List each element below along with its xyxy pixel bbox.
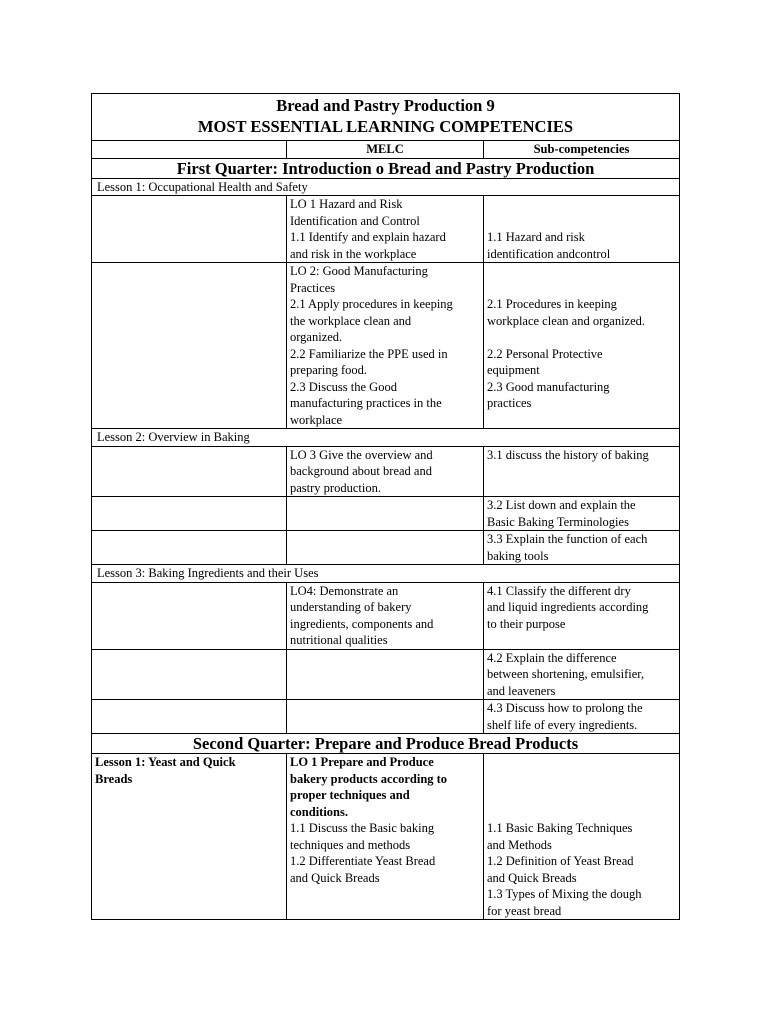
quarter-row-1 [92,158,680,178]
lesson-title-q1-l2: Lesson 2: Overview in Baking [92,429,680,447]
lesson-row [92,178,680,196]
lesson-row [92,429,680,447]
quarter-row-2 [92,734,680,754]
quarter-title-2: Second Quarter: Prepare and Produce Bread Products [92,734,680,754]
melc-text: conditions. [290,804,349,819]
melc-text: workplace [290,412,343,427]
spacer [487,804,676,821]
sub-text: 4.1 Classify the different dry [487,583,631,598]
sub-text: 4.3 Discuss how to prolong the [487,701,643,715]
melc-text: bakery products according to [290,771,448,786]
empty-cell [92,649,287,700]
sub-cell [484,497,680,531]
title-row [92,94,680,141]
melc-text: 2.2 Familiarize the PPE used in [290,346,448,361]
column-header-sub: Sub-competencies [484,141,680,159]
empty-cell [92,531,287,565]
table-row [92,497,680,531]
sub-cell [484,649,680,700]
sub-cell [484,754,680,920]
melc-text: preparing food. [290,363,368,377]
melc-text: LO 2: Good Manufacturing [290,264,428,278]
sub-text: identification andcontrol [487,246,611,261]
sub-text: 1.3 Types of Mixing the dough [487,887,642,901]
melc-cell [287,754,484,920]
melc-text: 2.3 Discuss the Good [290,379,397,394]
melc-text: the workplace clean and [290,313,412,328]
melc-text: 2.1 Apply procedures in keeping [290,297,453,311]
sub-text: 3.1 discuss the history of baking [487,447,649,462]
melc-table [91,93,680,920]
sub-text: Basic Baking Terminologies [487,514,629,529]
table-row [92,196,680,263]
spacer [487,263,676,280]
column-header-row [92,141,680,159]
melc-text: understanding of bakery [290,600,412,614]
document-title [92,94,680,141]
sub-text: between shortening, emulsifier, [487,667,645,681]
spacer [487,213,676,230]
empty-cell [92,196,287,263]
sub-text: and Quick Breads [487,870,577,885]
melc-text: 1.2 Differentiate Yeast Bread [290,854,436,868]
melc-text: and risk in the workplace [290,246,417,261]
sub-cell [484,582,680,649]
sub-text: 2.2 Personal Protective [487,346,603,361]
lesson-title-text: Lesson 1: Yeast and Quick [95,755,236,769]
sub-text: practices [487,396,532,410]
empty-cell [92,700,287,734]
sub-text: 4.2 Explain the difference [487,650,617,665]
sub-text: baking tools [487,548,549,563]
table-row [92,531,680,565]
sub-text: and liquid ingredients according [487,600,649,614]
table-row [92,582,680,649]
melc-text: nutritional qualities [290,633,388,647]
sub-text: for yeast bread [487,903,562,918]
sub-text: 2.1 Procedures in keeping [487,297,617,311]
column-header-blank [92,141,287,159]
melc-cell [287,446,484,497]
melc-text: manufacturing practices in the [290,396,442,410]
sub-text: 2.3 Good manufacturing [487,379,610,394]
sub-cell [484,196,680,263]
sub-text: 3.2 List down and explain the [487,498,636,512]
empty-cell [92,582,287,649]
table-row [92,649,680,700]
empty-cell [92,263,287,429]
sub-text: 1.1 Hazard and risk [487,230,585,244]
sub-cell [484,700,680,734]
lesson-row [92,565,680,583]
spacer [487,771,676,788]
title-line-2: MOST ESSENTIAL LEARNING COMPETENCIES [197,117,574,136]
melc-text: pastry production. [290,480,381,495]
sub-cell [484,531,680,565]
melc-text: background about bread and [290,464,432,478]
melc-cell [287,196,484,263]
melc-text: 1.1 Identify and explain hazard [290,230,446,244]
spacer [487,196,676,213]
sub-text: 1.1 Basic Baking Techniques [487,821,633,835]
melc-cell [287,582,484,649]
melc-cell [287,263,484,429]
sub-text: 1.2 Definition of Yeast Bread [487,854,634,868]
lesson-title-q1-l3: Lesson 3: Baking Ingredients and their Uses [92,565,680,583]
spacer [487,754,676,771]
empty-cell [287,700,484,734]
melc-text: proper techniques and [290,788,410,802]
melc-text: LO 3 Give the overview and [290,447,433,462]
empty-cell [287,649,484,700]
melc-text: and Quick Breads [290,870,380,885]
melc-text: Practices [290,280,336,295]
melc-text: LO 1 Prepare and Produce [290,755,434,769]
title-line-1: Bread and Pastry Production 9 [276,96,495,115]
sub-text: workplace clean and organized. [487,313,646,328]
spacer [487,329,676,346]
quarter-title-1: First Quarter: Introduction o Bread and Pastry Production [92,158,680,178]
lesson-cell [92,754,287,920]
lesson-title-text: Breads [95,771,133,786]
column-header-melc: MELC [287,141,484,159]
lesson-title-q1-l1: Lesson 1: Occupational Health and Safety [92,178,680,196]
empty-cell [92,446,287,497]
empty-cell [92,497,287,531]
melc-text: LO4: Demonstrate an [290,583,399,598]
sub-text: 3.3 Explain the function of each [487,532,648,546]
melc-text: 1.1 Discuss the Basic baking [290,821,435,835]
table-row [92,754,680,920]
empty-cell [287,497,484,531]
sub-text: and leaveners [487,683,556,698]
melc-text: techniques and methods [290,837,411,852]
sub-text: shelf life of every ingredients. [487,717,638,732]
sub-cell [484,263,680,429]
sub-text: and Methods [487,837,552,852]
empty-cell [287,531,484,565]
spacer [487,787,676,804]
sub-cell [484,446,680,497]
sub-text: to their purpose [487,616,566,631]
table-row [92,700,680,734]
melc-text: LO 1 Hazard and Risk [290,197,403,211]
melc-text: Identification and Control [290,213,420,228]
melc-text: organized. [290,330,343,344]
sub-text: equipment [487,363,540,377]
table-row [92,446,680,497]
spacer [487,280,676,297]
melc-text: ingredients, components and [290,616,434,631]
table-row [92,263,680,429]
